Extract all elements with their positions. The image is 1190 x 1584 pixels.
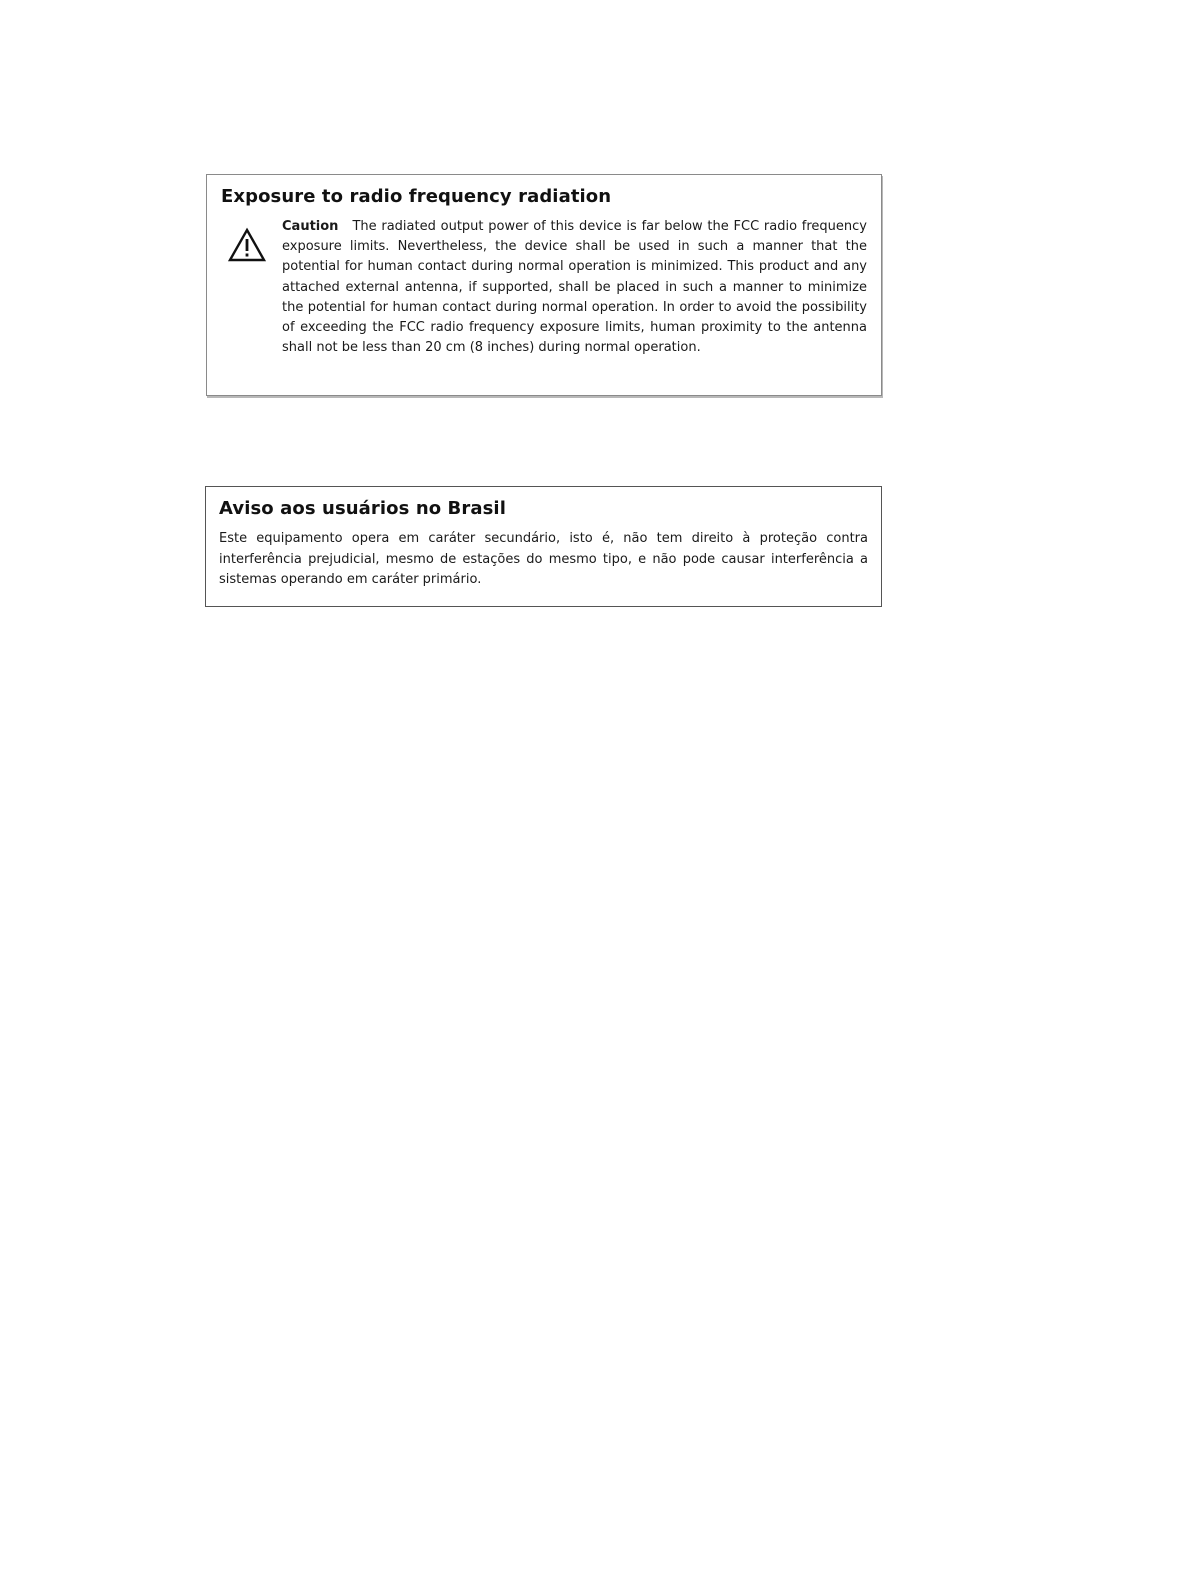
caution-paragraph [282, 217, 867, 358]
caution-section [221, 217, 867, 358]
rf-exposure-title: Exposure to radio frequency radiation [221, 186, 612, 207]
caution-body: The radiated output power of this device is far below the FCC radio frequency exposure limits. Nevertheless, the device shall be used in such a manner that the potential for human contact during normal operation is minimized. This product and any attached external antenna, if supported, shall be placed in such a manner to minimize the potential for human contact during normal operation. In order to avoid the possibility of exceeding the FCC radio frequency exposure limits, human proximity to the antenna shall not be less than 20 cm (8 inches) during normal operation. [282, 219, 867, 356]
warning-triangle-icon [227, 227, 267, 263]
brazil-notice-title: Aviso aos usuários no Brasil [219, 498, 506, 519]
rf-exposure-notice [206, 174, 882, 396]
brazil-users-notice [205, 486, 882, 607]
caution-label: Caution [282, 219, 339, 234]
brazil-notice-text: Este equipamento opera em caráter secundário, isto é, não tem direito à proteção contra interferência prejudicial, mesmo de estações do mesmo tipo, e não pode causar interferência a sistemas operando em caráter primário. [219, 531, 868, 587]
